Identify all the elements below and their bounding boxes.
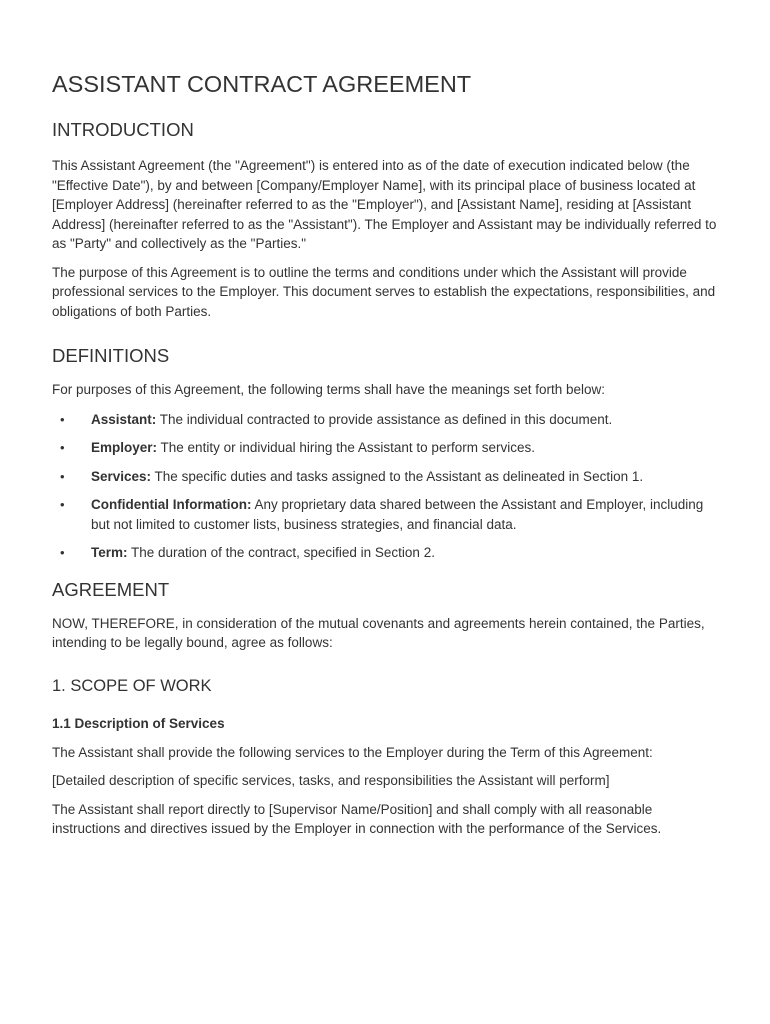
services-paragraph-2: [Detailed description of specific services, tasks, and responsibilities the Assistant will perform] xyxy=(52,773,610,788)
introduction-paragraph-1: This Assistant Agreement (the "Agreement") is entered into as of the date of execution indicated below (the "Effective Date"), by and between [Company/Employer Name], with its principal place of business located at [Employer Address] (hereinafter referred to as the "Employer"), and [Assistant Name], residing at [Assistant Address] (hereinafter referred to as the "Assistant"). The Employer and Assistant may be individually referred to as "Party" and collectively as the "Parties." xyxy=(52,158,717,251)
services-paragraph-3: The Assistant shall report directly to [Supervisor Name/Position] and shall comply with all reasonable instructions and directives issued by the Employer in connection with the performance of the Services. xyxy=(52,801,662,836)
definition-text: The entity or individual hiring the Assistant to perform services. xyxy=(157,440,535,455)
bullet-icon: • xyxy=(60,440,65,455)
scope-of-work-heading: 1. SCOPE OF WORK xyxy=(52,676,212,695)
definition-term: Assistant: xyxy=(91,411,157,427)
definition-item-services xyxy=(52,467,720,487)
definition-term: Employer: xyxy=(91,440,158,455)
bullet-icon: • xyxy=(60,411,65,427)
agreement-heading: AGREEMENT xyxy=(52,578,170,600)
introduction-heading: INTRODUCTION xyxy=(52,119,194,140)
description-of-services-heading: 1.1 Description of Services xyxy=(52,715,225,731)
definition-item-confidential-information xyxy=(52,495,720,534)
definition-item-assistant xyxy=(52,410,720,430)
definition-term: Services: xyxy=(91,468,152,484)
definitions-intro: For purposes of this Agreement, the following terms shall have the meanings set forth below: xyxy=(52,382,606,397)
services-paragraph-1: The Assistant shall provide the following services to the Employer during the Term of this Agreement: xyxy=(52,744,653,760)
bullet-icon: • xyxy=(60,468,65,484)
bullet-icon: • xyxy=(60,545,65,560)
definitions-list xyxy=(52,410,720,563)
definition-text: The duration of the contract, specified in Section 2. xyxy=(127,545,435,560)
definition-item-term xyxy=(52,543,720,563)
definition-term: Term: xyxy=(91,545,128,560)
definition-term: Confidential Information: xyxy=(91,497,252,512)
definition-text: The specific duties and tasks assigned to the Assistant as delineated in Section 1. xyxy=(151,468,644,484)
definitions-heading: DEFINITIONS xyxy=(52,345,170,366)
bullet-icon: • xyxy=(60,497,65,512)
introduction-paragraph-2: The purpose of this Agreement is to outline the terms and conditions under which the Assistant will provide professional services to the Employer. This document serves to establish the expectations, responsibilities, and obligations of both Parties. xyxy=(52,264,716,319)
document-title: ASSISTANT CONTRACT AGREEMENT xyxy=(52,71,472,97)
definition-item-employer xyxy=(52,438,720,458)
definition-text: The individual contracted to provide assistance as defined in this document. xyxy=(156,411,613,427)
definition-text: Any proprietary data shared between the Assistant and Employer, including but not limited to customer lists, business strategies, and financial data. xyxy=(91,497,704,532)
agreement-paragraph: NOW, THEREFORE, in consideration of the mutual covenants and agreements herein contained, the Parties, intending to be legally bound, agree as follows: xyxy=(52,615,705,650)
